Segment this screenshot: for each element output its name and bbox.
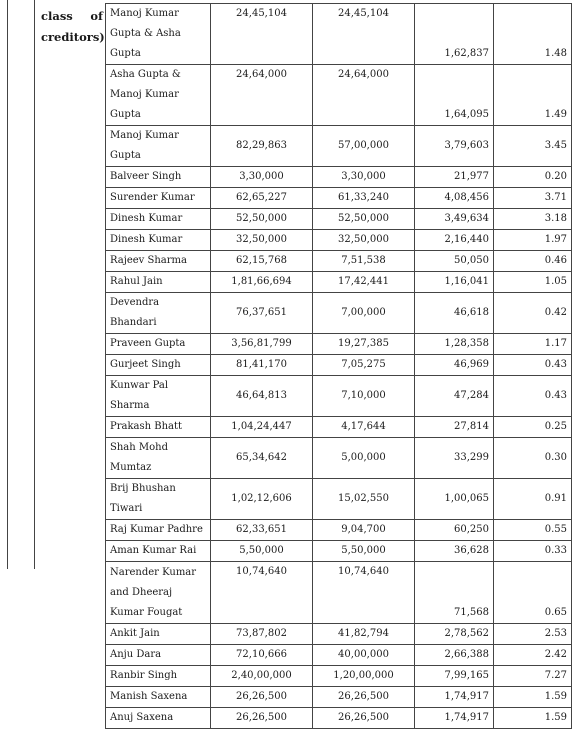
creditor-name-cell: Dinesh Kumar	[106, 230, 211, 251]
claim-amount-cell: 3,30,000	[211, 167, 313, 188]
voting-share-percent-cell: 1.59	[494, 687, 572, 708]
claim-amount-cell: 32,50,000	[211, 230, 313, 251]
creditor-name-cell: Anuj Saxena	[106, 708, 211, 729]
creditor-name-cell: Surender Kumar	[106, 188, 211, 209]
voting-share-amount-cell: 1,28,358	[415, 334, 494, 355]
voting-share-amount-cell: 46,618	[415, 293, 494, 334]
table-row	[106, 624, 572, 645]
claim-amount-cell: 26,26,500	[211, 708, 313, 729]
table-row	[106, 541, 572, 562]
claim-amount-cell: 1,04,24,447	[211, 417, 313, 438]
voting-share-amount-cell: 46,969	[415, 355, 494, 376]
table-row	[106, 562, 572, 624]
voting-share-percent-cell: 3.45	[494, 126, 572, 167]
admitted-amount-cell: 3,30,000	[313, 167, 415, 188]
voting-share-amount-cell: 4,08,456	[415, 188, 494, 209]
claim-amount-cell: 24,45,104	[211, 4, 313, 65]
creditor-name-cell: Praveen Gupta	[106, 334, 211, 355]
admitted-amount-cell: 24,64,000	[313, 65, 415, 126]
claim-amount-cell: 82,29,863	[211, 126, 313, 167]
table-row	[106, 230, 572, 251]
claim-amount-cell: 2,40,00,000	[211, 666, 313, 687]
admitted-amount-cell: 32,50,000	[313, 230, 415, 251]
voting-share-amount-cell: 2,16,440	[415, 230, 494, 251]
table-row	[106, 293, 572, 334]
creditor-name-cell: Ranbir Singh	[106, 666, 211, 687]
table-row	[106, 666, 572, 687]
table-row	[106, 4, 572, 65]
table-row	[106, 438, 572, 479]
creditor-name-cell: Raj Kumar Padhre	[106, 520, 211, 541]
table-border-serial	[34, 0, 35, 569]
voting-share-amount-cell: 1,62,837	[415, 4, 494, 65]
table-row	[106, 708, 572, 729]
creditor-name-cell: Manoj Kumar Gupta & Asha Gupta	[106, 4, 211, 65]
creditor-name-cell: Narender Kumar and Dheeraj Kumar Fougat	[106, 562, 211, 624]
voting-share-percent-cell: 0.46	[494, 251, 572, 272]
voting-share-percent-cell: 1.17	[494, 334, 572, 355]
admitted-amount-cell: 57,00,000	[313, 126, 415, 167]
voting-share-percent-cell: 0.43	[494, 355, 572, 376]
creditors-table-body	[106, 4, 572, 729]
category-label-word2: of	[90, 9, 103, 23]
voting-share-percent-cell: 1.59	[494, 708, 572, 729]
voting-share-amount-cell: 1,74,917	[415, 708, 494, 729]
voting-share-percent-cell: 0.43	[494, 376, 572, 417]
admitted-amount-cell: 7,00,000	[313, 293, 415, 334]
creditor-name-cell: Dinesh Kumar	[106, 209, 211, 230]
creditor-name-cell: Gurjeet Singh	[106, 355, 211, 376]
voting-share-percent-cell: 0.42	[494, 293, 572, 334]
admitted-amount-cell: 5,50,000	[313, 541, 415, 562]
voting-share-amount-cell: 2,78,562	[415, 624, 494, 645]
table-row	[106, 209, 572, 230]
table-row	[106, 251, 572, 272]
voting-share-amount-cell: 1,64,095	[415, 65, 494, 126]
admitted-amount-cell: 7,51,538	[313, 251, 415, 272]
claim-amount-cell: 26,26,500	[211, 687, 313, 708]
claim-amount-cell: 72,10,666	[211, 645, 313, 666]
voting-share-amount-cell: 2,66,388	[415, 645, 494, 666]
table-row	[106, 272, 572, 293]
creditor-name-cell: Ankit Jain	[106, 624, 211, 645]
category-label-word1: class	[41, 9, 73, 23]
admitted-amount-cell: 15,02,550	[313, 479, 415, 520]
voting-share-amount-cell: 27,814	[415, 417, 494, 438]
category-label-line2: creditors)	[41, 30, 105, 44]
admitted-amount-cell: 9,04,700	[313, 520, 415, 541]
table-border-left	[7, 0, 8, 569]
claim-amount-cell: 1,02,12,606	[211, 479, 313, 520]
table-row	[106, 167, 572, 188]
claim-amount-cell: 62,65,227	[211, 188, 313, 209]
table-row	[106, 355, 572, 376]
admitted-amount-cell: 40,00,000	[313, 645, 415, 666]
table-row	[106, 520, 572, 541]
creditor-name-cell: Rahul Jain	[106, 272, 211, 293]
voting-share-percent-cell: 1.97	[494, 230, 572, 251]
voting-share-amount-cell: 1,00,065	[415, 479, 494, 520]
table-row	[106, 376, 572, 417]
table-row	[106, 479, 572, 520]
admitted-amount-cell: 7,05,275	[313, 355, 415, 376]
admitted-amount-cell: 4,17,644	[313, 417, 415, 438]
table-row	[106, 65, 572, 126]
voting-share-amount-cell: 36,628	[415, 541, 494, 562]
voting-share-amount-cell: 21,977	[415, 167, 494, 188]
voting-share-percent-cell: 1.48	[494, 4, 572, 65]
creditors-table	[105, 3, 572, 729]
voting-share-amount-cell: 1,16,041	[415, 272, 494, 293]
claim-amount-cell: 10,74,640	[211, 562, 313, 624]
admitted-amount-cell: 7,10,000	[313, 376, 415, 417]
creditor-name-cell: Shah Mohd Mumtaz	[106, 438, 211, 479]
table-row	[106, 417, 572, 438]
voting-share-amount-cell: 71,568	[415, 562, 494, 624]
voting-share-percent-cell: 3.71	[494, 188, 572, 209]
claim-amount-cell: 81,41,170	[211, 355, 313, 376]
claim-amount-cell: 73,87,802	[211, 624, 313, 645]
creditor-name-cell: Aman Kumar Rai	[106, 541, 211, 562]
voting-share-amount-cell: 33,299	[415, 438, 494, 479]
voting-share-percent-cell: 2.42	[494, 645, 572, 666]
claim-amount-cell: 62,15,768	[211, 251, 313, 272]
claim-amount-cell: 52,50,000	[211, 209, 313, 230]
admitted-amount-cell: 52,50,000	[313, 209, 415, 230]
table-row	[106, 645, 572, 666]
voting-share-amount-cell: 3,49,634	[415, 209, 494, 230]
voting-share-amount-cell: 50,050	[415, 251, 494, 272]
table-row	[106, 126, 572, 167]
voting-share-percent-cell: 7.27	[494, 666, 572, 687]
admitted-amount-cell: 61,33,240	[313, 188, 415, 209]
voting-share-percent-cell: 0.55	[494, 520, 572, 541]
claim-amount-cell: 3,56,81,799	[211, 334, 313, 355]
voting-share-amount-cell: 60,250	[415, 520, 494, 541]
claim-amount-cell: 1,81,66,694	[211, 272, 313, 293]
admitted-amount-cell: 10,74,640	[313, 562, 415, 624]
voting-share-percent-cell: 0.91	[494, 479, 572, 520]
voting-share-percent-cell: 1.49	[494, 65, 572, 126]
voting-share-amount-cell: 47,284	[415, 376, 494, 417]
creditor-name-cell: Manoj Kumar Gupta	[106, 126, 211, 167]
voting-share-percent-cell: 3.18	[494, 209, 572, 230]
voting-share-percent-cell: 0.20	[494, 167, 572, 188]
claim-amount-cell: 62,33,651	[211, 520, 313, 541]
creditor-name-cell: Brij Bhushan Tiwari	[106, 479, 211, 520]
claim-amount-cell: 24,64,000	[211, 65, 313, 126]
voting-share-percent-cell: 0.33	[494, 541, 572, 562]
admitted-amount-cell: 17,42,441	[313, 272, 415, 293]
voting-share-percent-cell: 0.25	[494, 417, 572, 438]
voting-share-percent-cell: 1.05	[494, 272, 572, 293]
category-label	[41, 6, 103, 48]
admitted-amount-cell: 1,20,00,000	[313, 666, 415, 687]
admitted-amount-cell: 5,00,000	[313, 438, 415, 479]
creditor-name-cell: Asha Gupta & Manoj Kumar Gupta	[106, 65, 211, 126]
claim-amount-cell: 76,37,651	[211, 293, 313, 334]
voting-share-amount-cell: 1,74,917	[415, 687, 494, 708]
voting-share-amount-cell: 7,99,165	[415, 666, 494, 687]
creditor-name-cell: Prakash Bhatt	[106, 417, 211, 438]
creditor-name-cell: Manish Saxena	[106, 687, 211, 708]
table-row	[106, 687, 572, 708]
creditor-name-cell: Anju Dara	[106, 645, 211, 666]
claim-amount-cell: 65,34,642	[211, 438, 313, 479]
admitted-amount-cell: 24,45,104	[313, 4, 415, 65]
creditor-name-cell: Rajeev Sharma	[106, 251, 211, 272]
voting-share-amount-cell: 3,79,603	[415, 126, 494, 167]
creditor-name-cell: Balveer Singh	[106, 167, 211, 188]
claim-amount-cell: 46,64,813	[211, 376, 313, 417]
voting-share-percent-cell: 0.65	[494, 562, 572, 624]
admitted-amount-cell: 26,26,500	[313, 687, 415, 708]
admitted-amount-cell: 41,82,794	[313, 624, 415, 645]
voting-share-percent-cell: 2.53	[494, 624, 572, 645]
admitted-amount-cell: 19,27,385	[313, 334, 415, 355]
table-row	[106, 188, 572, 209]
creditor-name-cell: Kunwar Pal Sharma	[106, 376, 211, 417]
claim-amount-cell: 5,50,000	[211, 541, 313, 562]
admitted-amount-cell: 26,26,500	[313, 708, 415, 729]
voting-share-percent-cell: 0.30	[494, 438, 572, 479]
creditor-name-cell: Devendra Bhandari	[106, 293, 211, 334]
table-row	[106, 334, 572, 355]
